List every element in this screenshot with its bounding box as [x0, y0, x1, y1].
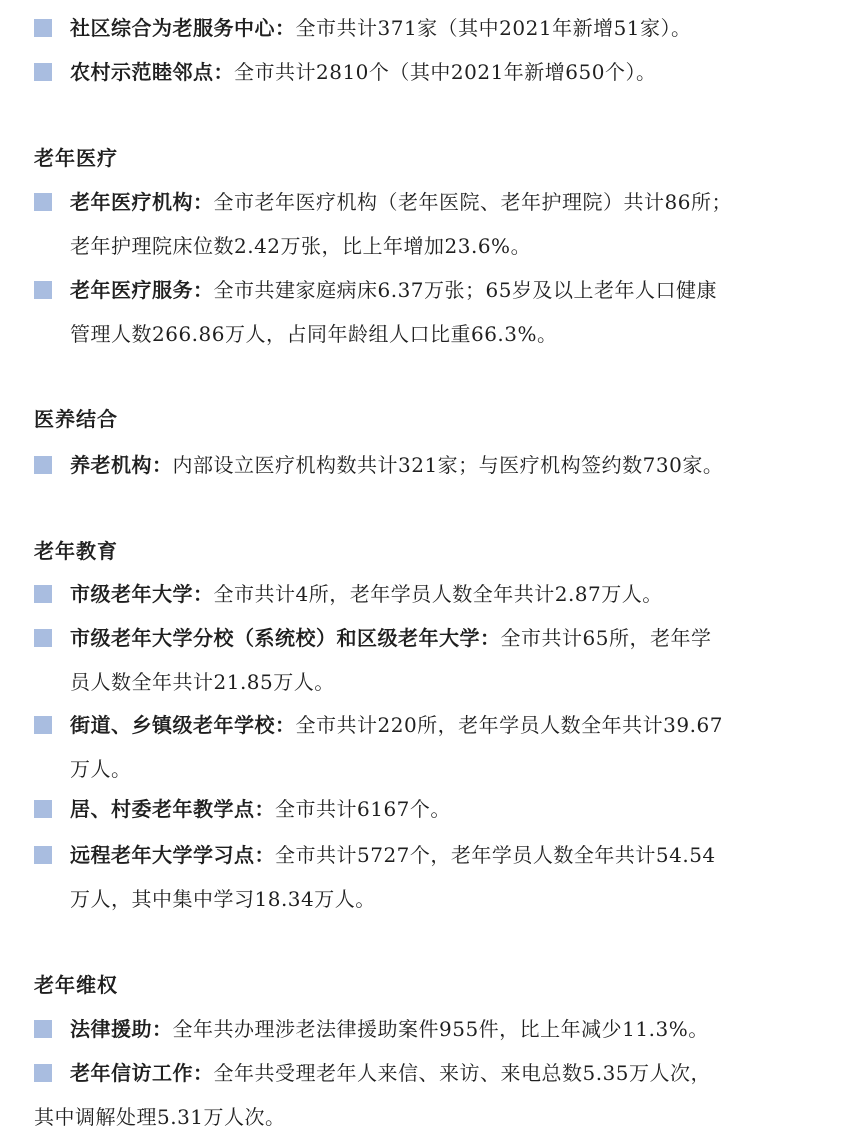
- section-heading: 医养结合: [34, 407, 118, 431]
- item-text: 全市共计2810个（其中2021年新增650个）。: [234, 60, 657, 84]
- bullet-icon: [34, 63, 52, 81]
- bullet-icon: [34, 846, 52, 864]
- list-item: [34, 180, 814, 268]
- item-term: 居、村委老年教学点：: [70, 797, 275, 821]
- bullet-icon: [34, 585, 52, 603]
- item-text: 全市老年医疗机构（老年医院、老年护理院）共计86所；: [213, 190, 732, 214]
- bullet-icon: [34, 1064, 52, 1082]
- item-term: 老年信访工作：: [70, 1061, 214, 1085]
- bullet-icon: [34, 1020, 52, 1038]
- list-item: [34, 6, 814, 50]
- item-text: 全市共计65所，老年学: [500, 626, 712, 650]
- list-item: [34, 572, 814, 616]
- item-text: 全市共计220所，老年学员人数全年共计39.67: [295, 713, 723, 737]
- list-item: [34, 50, 814, 94]
- item-text: 全年共办理涉老法律援助案件955件，比上年减少11.3%。: [172, 1017, 709, 1041]
- item-term: 养老机构：: [70, 453, 173, 477]
- item-term: 市级老年大学：: [70, 582, 214, 606]
- item-text-continued: 老年护理院床位数2.42万张，比上年增加23.6%。: [70, 234, 532, 258]
- item-text-continued: 万人。: [70, 757, 132, 781]
- bullet-icon: [34, 19, 52, 37]
- list-item: [34, 703, 814, 791]
- list-item: [34, 616, 814, 704]
- list-item: [34, 268, 814, 356]
- item-text: 全年共受理老年人来信、来访、来电总数5.35万人次，: [213, 1061, 712, 1085]
- bullet-icon: [34, 800, 52, 818]
- list-item: [34, 1051, 814, 1139]
- list-item: [34, 1007, 814, 1051]
- bullet-icon: [34, 193, 52, 211]
- bullet-icon: [34, 456, 52, 474]
- item-term: 街道、乡镇级老年学校：: [70, 713, 296, 737]
- item-text: 全市共计4所，老年学员人数全年共计2.87万人。: [213, 582, 663, 606]
- item-text-continued: 其中调解处理5.31万人次。: [34, 1105, 286, 1129]
- item-text-continued: 员人数全年共计21.85万人。: [70, 670, 335, 694]
- section-heading: 老年教育: [34, 539, 118, 563]
- item-text: 全市共计5727个，老年学员人数全年共计54.54: [275, 843, 716, 867]
- section-heading: 老年医疗: [34, 146, 118, 170]
- item-text: 全市共计6167个。: [275, 797, 451, 821]
- item-term: 市级老年大学分校（系统校）和区级老年大学：: [70, 626, 501, 650]
- item-text: 全市共计371家（其中2021年新增51家）。: [295, 16, 692, 40]
- bullet-icon: [34, 716, 52, 734]
- item-term: 远程老年大学学习点：: [70, 843, 275, 867]
- item-text-continued: 管理人数266.86万人，占同年龄组人口比重66.3%。: [70, 322, 558, 346]
- bullet-icon: [34, 281, 52, 299]
- section-heading: 老年维权: [34, 973, 118, 997]
- item-term: 法律援助：: [70, 1017, 173, 1041]
- item-text: 内部设立医疗机构数共计321家；与医疗机构签约数730家。: [172, 453, 724, 477]
- item-term: 社区综合为老服务中心：: [70, 16, 296, 40]
- bullet-icon: [34, 629, 52, 647]
- list-item: [34, 833, 814, 921]
- item-term: 农村示范睦邻点：: [70, 60, 234, 84]
- item-text-continued: 万人，其中集中学习18.34万人。: [70, 887, 376, 911]
- list-item: [34, 443, 814, 487]
- item-term: 老年医疗服务：: [70, 278, 214, 302]
- list-item: [34, 787, 814, 831]
- item-text: 全市共建家庭病床6.37万张；65岁及以上老年人口健康: [213, 278, 717, 302]
- item-term: 老年医疗机构：: [70, 190, 214, 214]
